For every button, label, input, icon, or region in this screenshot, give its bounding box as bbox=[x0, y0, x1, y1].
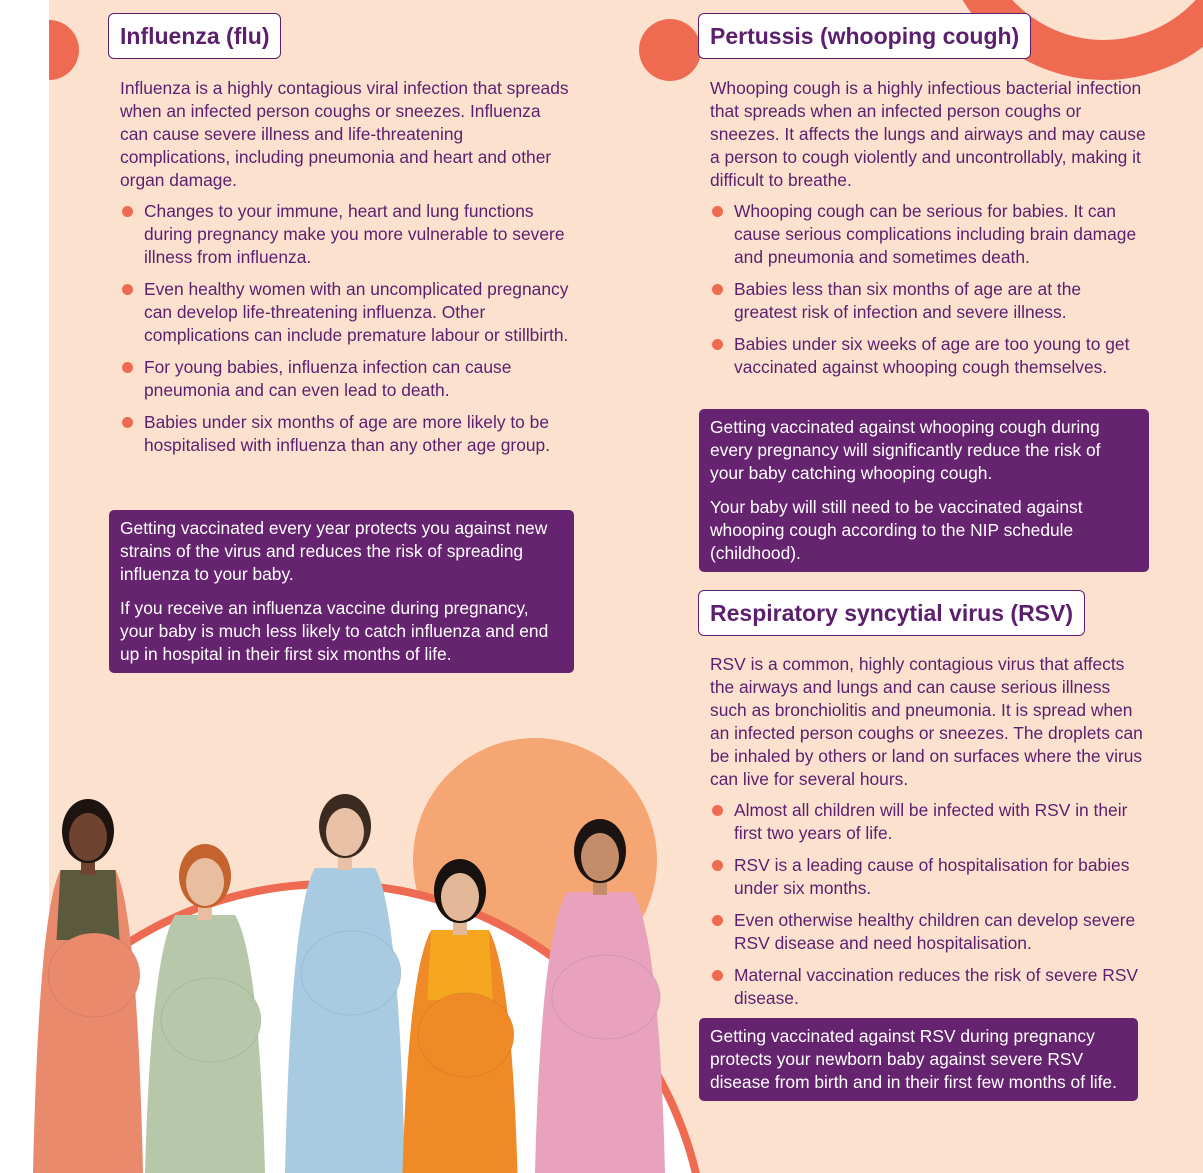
bullet-text: Maternal vaccination reduces the risk of severe RSV disease. bbox=[734, 965, 1139, 1008]
bullet-dot bbox=[122, 362, 133, 373]
bullet-text: Even healthy women with an uncomplicated pregnancy can develop life-threatening influenza. Other complications can include premature labour or stillbirth. bbox=[144, 279, 569, 345]
pertussis-intro: Whooping cough is a highly infectious bacterial infection that spreads when an infected person coughs or sneezes. It affects the lungs and airways and may cause a person to cough violently and uncontrollably, making it difficult to breathe. bbox=[710, 78, 1146, 190]
person-face bbox=[441, 873, 479, 921]
bullet-text: For young babies, influenza infection can cause pneumonia and can even lead to death. bbox=[144, 357, 512, 400]
person-bump bbox=[418, 993, 514, 1077]
bullet-dot bbox=[712, 206, 723, 217]
person-bump bbox=[552, 955, 660, 1039]
person-top bbox=[564, 892, 637, 962]
pertussis-bullets bbox=[710, 200, 1142, 388]
person-bump bbox=[48, 933, 140, 1017]
list-item bbox=[710, 909, 1142, 955]
list-item bbox=[710, 854, 1142, 900]
bullet-text: Babies under six weeks of age are too young to get vaccinated against whooping cough themselves. bbox=[734, 334, 1130, 377]
bullet-dot bbox=[712, 339, 723, 350]
bullet-text: Babies under six months of age are more likely to be hospitalised with influenza than any other age group. bbox=[144, 412, 551, 455]
rsv-heading: Respiratory syncytial virus (RSV) bbox=[698, 590, 1085, 636]
person-top bbox=[427, 930, 493, 1000]
photo-illustration bbox=[0, 700, 700, 1173]
bullet-text: Changes to your immune, heart and lung functions during pregnancy make you more vulnerable to severe illness from influenza. bbox=[144, 201, 565, 267]
person-face bbox=[186, 858, 224, 906]
person-face bbox=[581, 833, 619, 881]
pertussis-heading: Pertussis (whooping cough) bbox=[698, 13, 1031, 59]
person-bump bbox=[161, 978, 261, 1062]
person-face bbox=[69, 813, 107, 861]
influenza-heading: Influenza (flu) bbox=[108, 13, 281, 59]
bullet-dot bbox=[122, 417, 133, 428]
deco-half-circle-left bbox=[49, 20, 79, 80]
rsv-intro: RSV is a common, highly contagious virus that affects the airways and lungs and can cause serious illness such as bronchiolitis and pneumonia. It is spread when an infected person coughs or sneezes. The droplets can be inhaled by others or land on surfaces where the virus can live for several hours. bbox=[710, 654, 1143, 789]
bullet-dot bbox=[122, 284, 133, 295]
person-top bbox=[311, 868, 379, 938]
callout-text: Getting vaccinated against RSV during pregnancy protects your newborn baby against severe RSV disease from birth and in their first few months of life. bbox=[710, 1026, 1117, 1092]
influenza-callout bbox=[109, 510, 574, 673]
bullet-text: Babies less than six months of age are at the greatest risk of infection and severe illness. bbox=[734, 279, 1082, 322]
callout-text: Getting vaccinated against whooping cough during every pregnancy will significantly reduce the risk of your baby catching whooping cough. bbox=[710, 417, 1101, 483]
bullet-text: Even otherwise healthy children can develop severe RSV disease and need hospitalisation. bbox=[734, 910, 1136, 953]
bullet-dot bbox=[712, 805, 723, 816]
list-item bbox=[710, 333, 1142, 379]
influenza-intro: Influenza is a highly contagious viral infection that spreads when an infected person coughs or sneezes. Influenza can cause severe illness and life-threatening complications, including pneumonia and heart and other organ damage. bbox=[120, 78, 569, 190]
list-item bbox=[710, 799, 1142, 845]
bullet-dot bbox=[712, 915, 723, 926]
callout-text: Your baby will still need to be vaccinated against whooping cough according to the NIP schedule (childhood). bbox=[710, 497, 1083, 563]
list-item bbox=[120, 356, 574, 402]
bullet-text: RSV is a leading cause of hospitalisation for babies under six months. bbox=[734, 855, 1130, 898]
bullet-text: Almost all children will be infected with RSV in their first two years of life. bbox=[734, 800, 1128, 843]
list-item bbox=[710, 278, 1142, 324]
bullet-dot bbox=[712, 970, 723, 981]
callout-text: Getting vaccinated every year protects you against new strains of the virus and reduces the risk of spreading influenza to your baby. bbox=[120, 518, 548, 584]
pertussis-callout bbox=[699, 409, 1149, 572]
deco-half-circle-middle bbox=[639, 19, 701, 81]
callout-text: If you receive an influenza vaccine during pregnancy, your baby is much less likely to catch influenza and end up in hospital in their first six months of life. bbox=[120, 598, 549, 664]
bullet-text: Whooping cough can be serious for babies. It can cause serious complications including brain damage and pneumonia and sometimes death. bbox=[734, 201, 1137, 267]
person-face bbox=[326, 808, 364, 856]
list-item bbox=[710, 964, 1142, 1010]
bullet-dot bbox=[712, 860, 723, 871]
bullet-dot bbox=[712, 284, 723, 295]
person-bump bbox=[301, 931, 401, 1015]
rsv-bullets bbox=[710, 799, 1142, 1019]
bullet-dot bbox=[122, 206, 133, 217]
rsv-callout bbox=[699, 1018, 1138, 1101]
person-top bbox=[57, 870, 120, 940]
person-top bbox=[171, 915, 239, 985]
list-item bbox=[120, 411, 574, 457]
list-item bbox=[710, 200, 1142, 269]
pregnant-women-photo bbox=[0, 700, 700, 1173]
influenza-bullets bbox=[120, 200, 574, 466]
list-item bbox=[120, 278, 574, 347]
list-item bbox=[120, 200, 574, 269]
